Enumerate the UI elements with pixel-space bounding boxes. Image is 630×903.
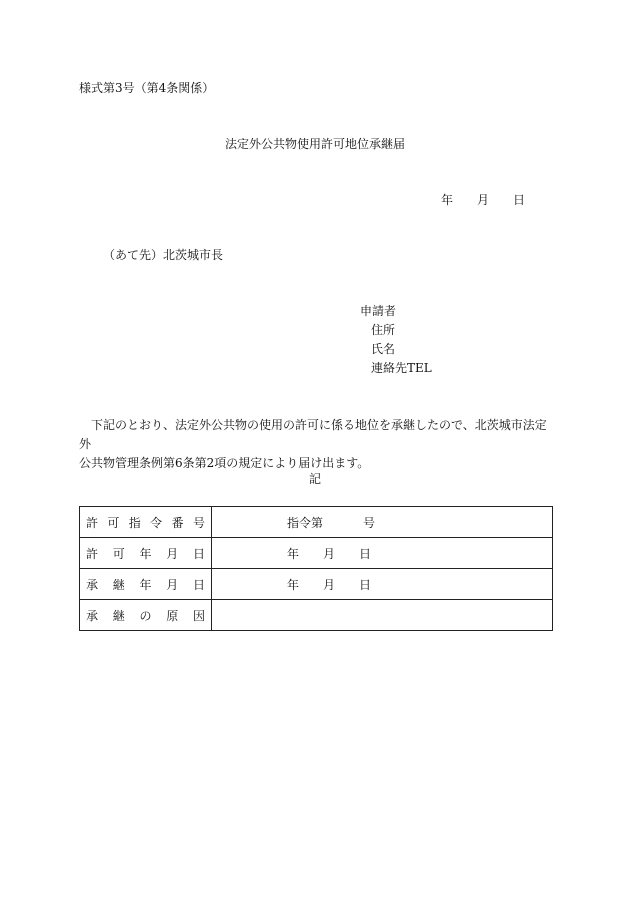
date-day-label: 日	[513, 193, 526, 207]
label-char: 因	[192, 608, 205, 623]
applicant-block	[360, 303, 432, 379]
details-table	[79, 506, 553, 631]
label-char: 令	[150, 515, 163, 530]
succession-date-field[interactable]	[212, 569, 553, 600]
day-label: 日	[359, 546, 372, 561]
year-label: 年	[287, 546, 300, 561]
succession-reason-field[interactable]	[212, 600, 553, 631]
label-char: の	[139, 608, 152, 623]
date-year-label: 年	[441, 193, 454, 207]
table-row-succession-date	[80, 569, 553, 600]
month-label: 月	[323, 546, 336, 561]
ki-heading: 記	[308, 472, 321, 486]
label-char: 月	[166, 546, 179, 561]
label-char: 許	[86, 515, 99, 530]
document-title: 法定外公共物使用許可地位承継届	[224, 137, 405, 151]
applicant-address-label: 住所	[371, 323, 396, 337]
label-char: 年	[139, 577, 152, 592]
label-char: 承	[86, 577, 99, 592]
label-cell	[80, 538, 212, 569]
label-char: 承	[86, 608, 99, 623]
label-cell	[80, 507, 212, 538]
label-char: 番	[171, 515, 184, 530]
body-line-1: 下記のとおり、法定外公共物の使用の許可に係る地位を承継したので、北茨城市法定外	[79, 418, 547, 451]
applicant-name-label: 氏名	[371, 342, 396, 356]
order-suffix: 号	[363, 515, 376, 530]
month-label: 月	[323, 577, 336, 592]
label-char: 指	[128, 515, 141, 530]
year-label: 年	[287, 577, 300, 592]
label-char: 日	[192, 546, 205, 561]
addressee: （あて先）北茨城市長	[103, 248, 224, 262]
day-label: 日	[359, 577, 372, 592]
order-prefix: 指令第	[287, 515, 324, 530]
permit-date-field[interactable]	[212, 538, 553, 569]
label-char: 可	[107, 515, 120, 530]
label-char: 可	[112, 546, 125, 561]
label-char: 継	[112, 608, 125, 623]
date-month-label: 月	[477, 193, 490, 207]
body-line	[79, 416, 553, 454]
body-paragraph	[79, 416, 553, 473]
applicant-heading: 申請者	[360, 304, 397, 318]
form-number: 様式第3号（第4条関係）	[79, 81, 215, 95]
permit-number-field[interactable]	[212, 507, 553, 538]
label-char: 号	[192, 515, 205, 530]
label-cell	[80, 600, 212, 631]
label-char: 日	[192, 577, 205, 592]
date-line	[441, 192, 525, 208]
table-row-permit-number	[80, 507, 553, 538]
label-char: 許	[86, 546, 99, 561]
label-char: 年	[139, 546, 152, 561]
label-char: 継	[112, 577, 125, 592]
label-char: 原	[166, 608, 179, 623]
applicant-contact-label: 連絡先TEL	[371, 361, 432, 375]
body-line-2: 公共物管理条例第6条第2項の規定により届け出ます。	[79, 456, 370, 470]
label-cell	[80, 569, 212, 600]
label-char: 月	[166, 577, 179, 592]
table-row-succession-reason	[80, 600, 553, 631]
table-row-permit-date	[80, 538, 553, 569]
